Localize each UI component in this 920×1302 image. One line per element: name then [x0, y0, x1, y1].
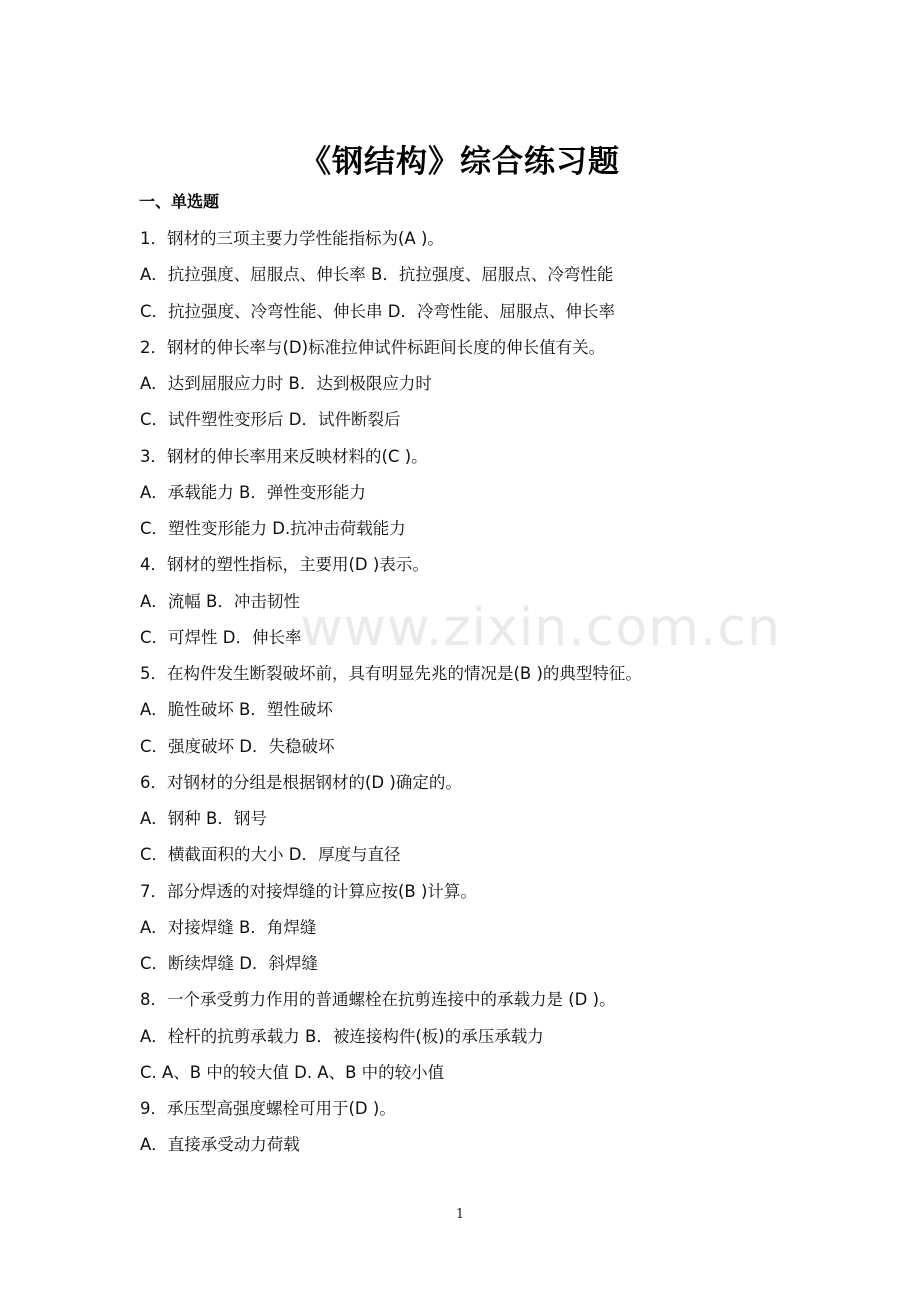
question-line: 7．部分焊透的对接焊缝的计算应按(B )计算。 [140, 881, 477, 901]
question-line: 6．对钢材的分组是根据钢材的(D )确定的。 [140, 772, 462, 792]
option-line: A．对接焊缝 B．角焊缝 [140, 917, 317, 937]
page-number: 1 [455, 1207, 465, 1222]
option-line: A．栓杆的抗剪承载力 B．被连接构件(板)的承压承载力 [140, 1026, 544, 1046]
question-line: 5．在构件发生断裂破坏前，具有明显先兆的情况是(B )的典型特征。 [140, 664, 642, 683]
option-line: A．流幅 B．冲击韧性 [140, 591, 300, 611]
question-line: 1．钢材的三项主要力学性能指标为(A )。 [140, 229, 444, 248]
question-line: 8．一个承受剪力作用的普通螺栓在抗剪连接中的承载力是 (D )。 [140, 990, 616, 1010]
option-line: A．达到屈服应力时 B．达到极限应力时 [140, 374, 432, 393]
option-line: A．钢种 B．钢号 [140, 809, 267, 828]
option-line: A．脆性破坏 B．塑性破坏 [140, 700, 333, 720]
question-line: 9．承压型高强度螺栓可用于(D )。 [140, 1099, 396, 1118]
section-heading: 一、单选题 [139, 192, 220, 211]
option-line: A．抗拉强度、屈服点、伸长率 B．抗拉强度、屈服点、冷弯性能 [140, 265, 614, 285]
option-line: C．断续焊缝 D．斜焊缝 [140, 954, 318, 973]
option-line: C．强度破坏 D．失稳破坏 [140, 736, 335, 756]
option-line: C．抗拉强度、冷弯性能、伸长串 D．冷弯性能、屈服点、伸长率 [140, 301, 615, 321]
question-line: 2．钢材的伸长率与(D)标准拉伸试件标距间长度的伸长值有关。 [140, 337, 606, 357]
option-line: C. A、B 中的较大值 D. A、B 中的较小值 [140, 1062, 445, 1082]
question-line: 4．钢材的塑性指标，主要用(D )表示。 [140, 555, 429, 575]
document-title: 《钢结构》综合练习题 [300, 144, 620, 180]
option-line: A．承载能力 B．弹性变形能力 [140, 482, 366, 502]
question-line: 3．钢材的伸长率用来反映材料的(C )。 [140, 446, 428, 466]
option-line: C．试件塑性变形后 D．试件断裂后 [140, 410, 401, 430]
option-line: A．直接承受动力荷载 [140, 1135, 300, 1155]
option-line: C．横截面积的大小 D．厚度与直径 [140, 845, 401, 865]
option-line: C．塑性变形能力 D.抗冲击荷载能力 [140, 519, 406, 538]
watermark: www.zixin.com.cn [300, 598, 781, 658]
question-list [140, 226, 860, 1169]
option-line: C．可焊性 D．伸长率 [140, 627, 302, 647]
